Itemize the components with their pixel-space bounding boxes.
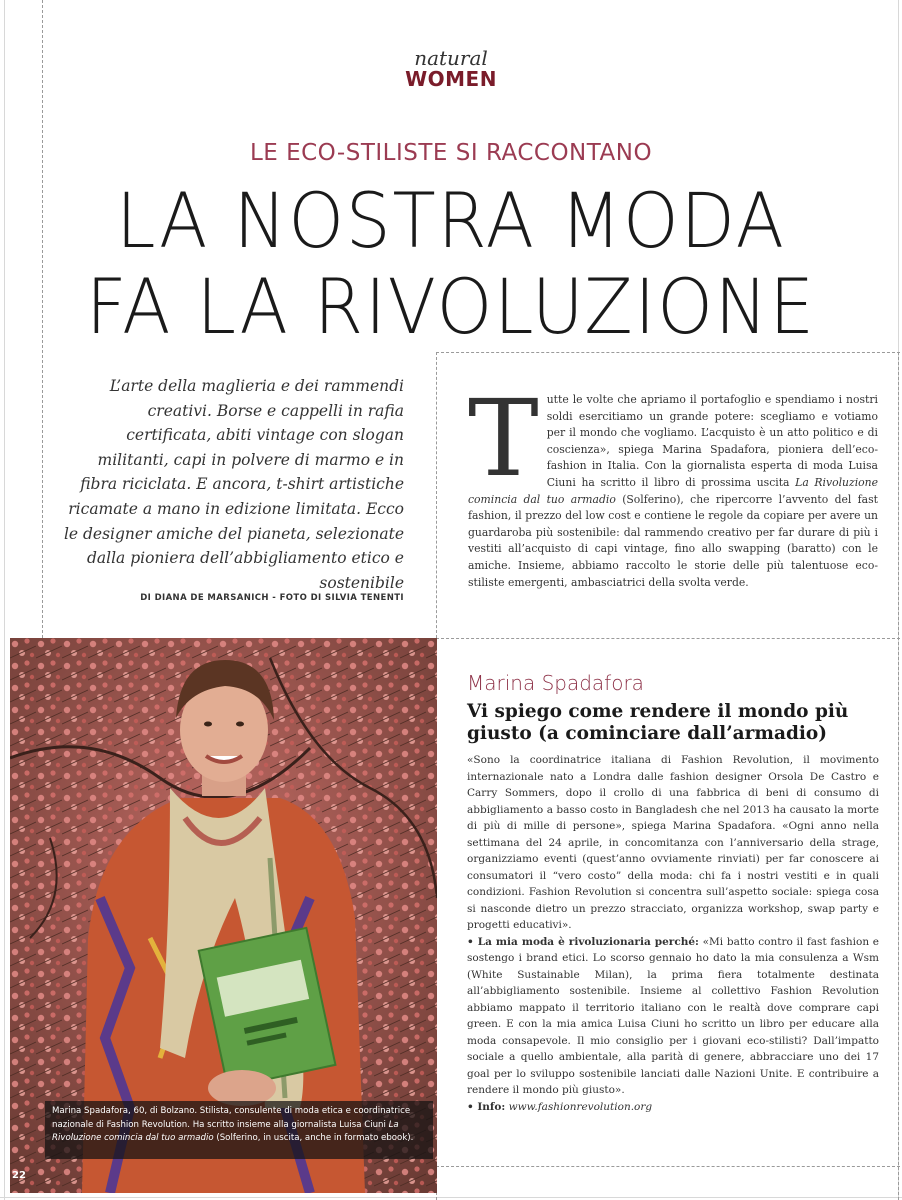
intro-book-title: La Rivoluzione comincia dal tuo armadio [468,475,878,506]
article-subhead: LE ECO-STILISTE SI RACCONTANO [249,140,653,166]
article-intro [468,377,878,591]
dashed-divider-left [42,0,43,638]
article-standfirst: L’arte della maglieria e dei rammendi creativi. Borse e cappelli in rafia certificata, abiti vintage con slogan militanti, capi in polvere di marmo e in fibra riciclata. E ancora, t-shirt artistiche ricamate a mano in edizione limitata. Ecco le designer amiche del pianeta, selezionate dalla pioniera dell’abbigliamento etico e sostenibile [63,377,404,592]
dashed-divider-middle-top [436,352,437,638]
profile-info [467,1099,879,1116]
profile-body [467,752,879,1115]
profile-name: Marina Spadafora [467,671,644,695]
intro-text-part2: (Solferino), che ripercorre l’avvento del fast fashion, il prezzo del low cost e contiene le regole da copiare per avere un guardaroba più sostenibile: dal rammendo creativo per far durare di più i vestiti all’acquisto di capi vintage, fino allo swapping (baratto) con le amiche. Insieme, abbiamo raccolto le storie delle più talentuose eco-stiliste emergenti, ambasciatrici della svolta verde. [468,492,878,589]
section-label-women: WOMEN [405,67,497,91]
caption-book-title: La Rivoluzione comincia dal tuo armadio [52,1119,399,1143]
dashed-divider-bottom [436,1166,900,1167]
headline-line-2: FA LA RIVOLUZIONE [86,262,816,351]
info-lead: • Info: [467,1100,506,1113]
caption-text-part1: Marina Spadafora, 60, di Bolzano. Stilista, consulente di moda etica e coordinatrice nazionale di Fashion Revolution. Ha scritto insieme alla giornalista Luisa Ciuni [52,1106,411,1130]
headline-line-1: LA NOSTRA MODA [116,176,786,265]
page-number: 22 [12,1170,26,1181]
photo-caption [52,1105,428,1146]
dashed-divider-top [436,352,900,353]
drop-cap: T [468,377,539,500]
page-edge-left [4,0,5,1200]
paragraph-2-lead: • La mia moda è rivoluzionaria perché: [467,935,699,948]
article-byline: DI DIANA DE MARSANICH - FOTO DI SILVIA TENENTI [140,593,404,603]
caption-text-part2: (Solferino, in uscita, anche in formato ebook). [213,1133,414,1143]
profile-heading: Vi spiego come rendere il mondo più giusto (a cominciare dall’armadio) [467,701,849,744]
article-headline [59,178,842,350]
dashed-divider-right [898,352,899,1200]
profile-paragraph-1: «Sono la coordinatrice italiana di Fashion Revolution, il movimento internazionale nato a Londra dalle fashion designer Orsola De Castro e Carry Sommers, dopo il crollo di una fabbrica di beni di consumo di abbigliamento a basso costo in Bangladesh che nel 2013 ha causato la morte di più di mille di persone», spiega Marina Spadafora. «Ogni anno nella settimana del 24 aprile, in concomitanza con l’anniversario della strage, organizziamo eventi (quest’anno ovviamente rinviati) per far conoscere ai consumatori il “vero costo” della moda: chi fa i nostri vestiti e in quali condizioni. Fashion Revolution si concentra sull’aspetto sociale: spiega cosa si nasconde dietro un prezzo stracciato, organizza workshop, swap party e progetti educativi». [467,754,879,931]
dashed-divider-section [436,638,900,639]
page-edge-bottom [0,1197,902,1198]
intro-text-part1: utte le volte che apriamo il portafoglio e spendiamo i nostri soldi esercitiamo un grande potere: scegliamo e votiamo per il mondo che vogliamo. L’acquisto è un atto politico e di coscienza», spiega Marina Spadafora, pioniera dell’eco-fashion in Italia. Con la giornalista esperta di moda Luisa Ciuni ha scritto il libro di prossima uscita [546,393,878,489]
profile-paragraph-2 [467,934,879,1099]
paragraph-2-text: «Mi batto contro il fast fashion e sostengo i brand etici. Lo scorso gennaio ho dato la mia consulenza a Wsm (White Sustainable Milan), la prima fiera totalmente destinata all’abbigliamento sostenibile. Insieme al collettivo Fashion Revolution abbiamo mappato il territorio italiano con le realtà dove comprare capi green. E con la mia amica Luisa Ciuni ho scritto un libro per educare alla moda consapevole. Il mio consiglio per i giovani eco-stilisti? Dall’impatto sociale a quello ambientale, alla parità di genere, abbracciare uno dei 17 goal per lo sviluppo sostenibile lanciati dalle Nazioni Unite. E contribuire a rendere il mondo più giusto». [467,935,879,1096]
section-kicker [0,48,902,90]
section-label-natural: natural [414,46,488,70]
info-url: www.fashionrevolution.org [508,1100,653,1113]
